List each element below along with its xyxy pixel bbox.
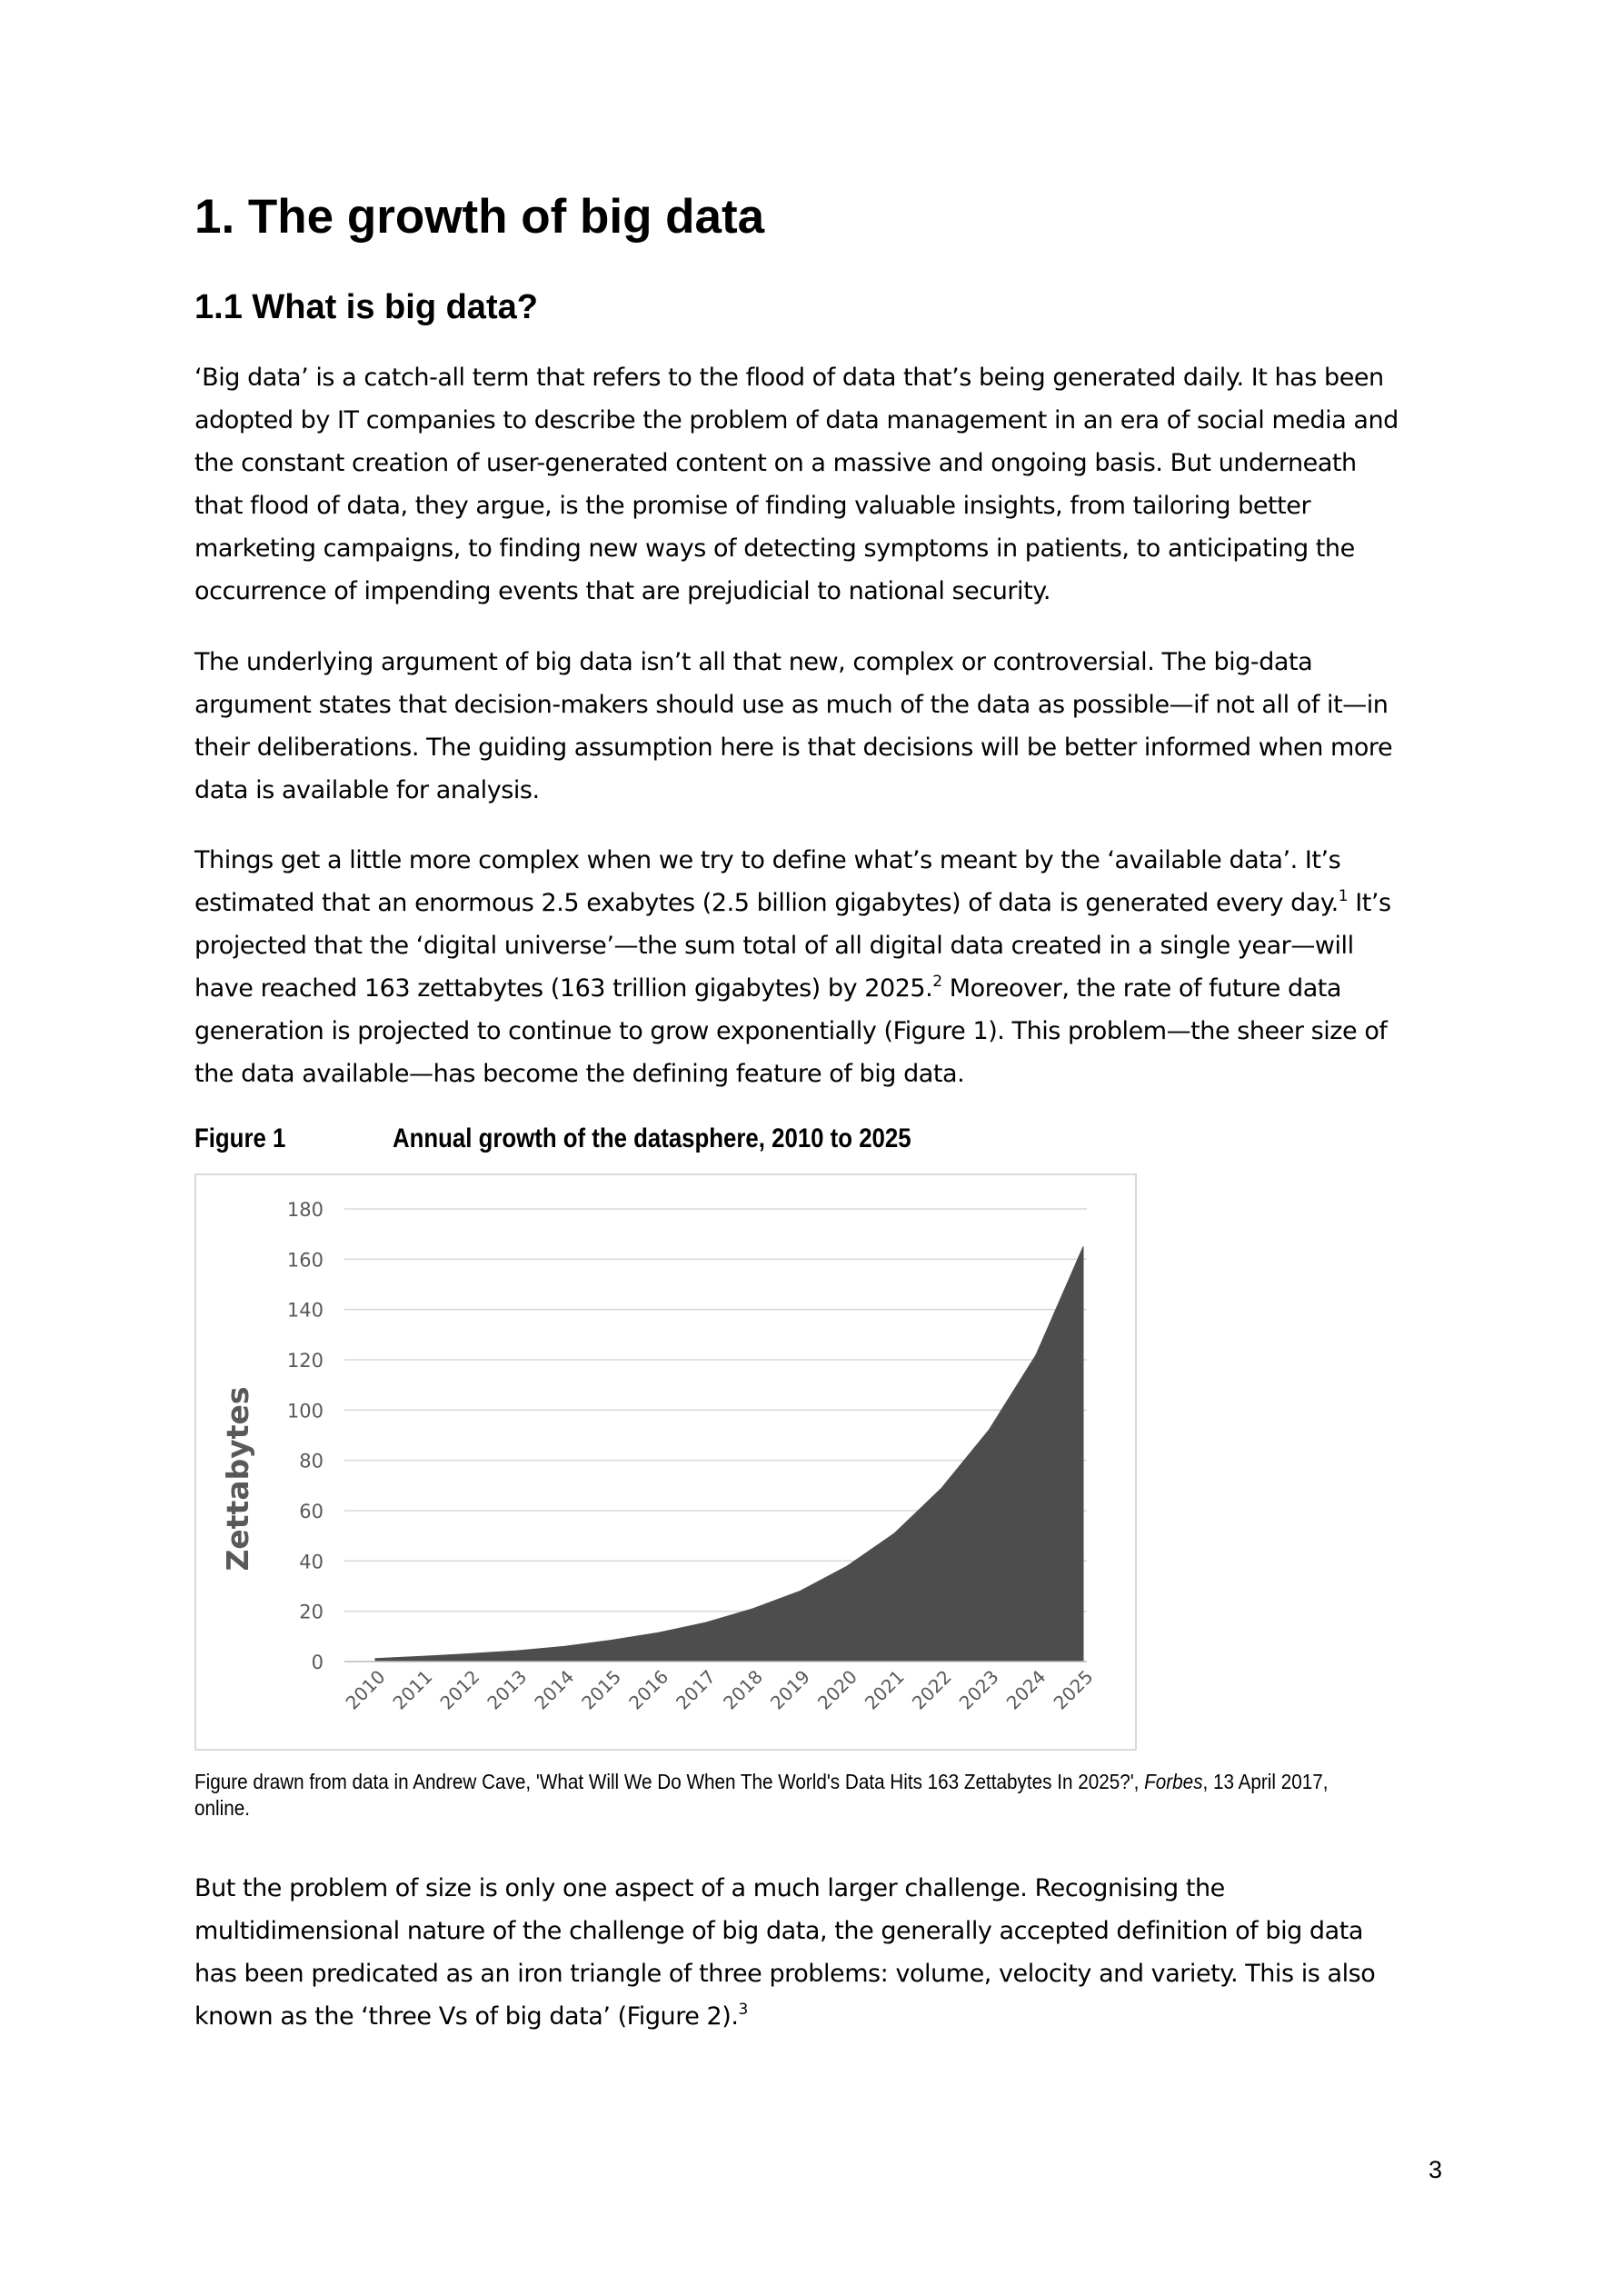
paragraph-line: has been predicated as an iron triangle of three problems: volume, velocity and variety. This is also	[194, 1960, 1376, 1988]
paragraph-line: adopted by IT companies to describe the problem of data management in an era of social media and	[194, 406, 1399, 434]
paragraph-text: have reached 163 zettabytes (163 trillion gigabytes) by 2025.	[194, 974, 933, 1003]
source-line	[194, 1769, 1329, 1795]
paragraph-line: the constant creation of user-generated content on a massive and ongoing basis. But underneath	[194, 449, 1357, 477]
paragraph-line: occurrence of impending events that are prejudicial to national security.	[194, 577, 1051, 605]
y-tick-label: 140	[286, 1299, 324, 1322]
paragraph-text: Moreover, the rate of future data	[941, 974, 1342, 1003]
y-tick-label: 180	[286, 1199, 324, 1221]
x-tick-label: 2018	[719, 1665, 768, 1714]
x-tick-label: 2023	[954, 1665, 1003, 1714]
paragraph-line	[194, 1995, 1458, 2038]
paragraph-line: projected that the ‘digital universe’—the sum total of all digital data created in a single year—will	[194, 932, 1354, 960]
x-tick-label: 2019	[765, 1665, 814, 1714]
y-axis-title: Zettabytes	[220, 1386, 255, 1572]
paragraph-line	[194, 967, 1458, 1010]
x-tick-label: 2010	[341, 1665, 390, 1714]
paragraph-line: argument states that decision-makers should use as much of the data as possible—if not all of it—in	[194, 691, 1389, 719]
paragraph-line: The underlying argument of big data isn’t all that new, complex or controversial. The big-data	[194, 648, 1313, 676]
y-tick-label: 80	[299, 1450, 324, 1472]
paragraph-line: multidimensional nature of the challenge of big data, the generally accepted definition of big data	[194, 1917, 1363, 1945]
x-tick-label: 2016	[624, 1665, 673, 1714]
paragraph-line: ‘Big data’ is a catch-all term that refers to the flood of data that’s being generated daily. It has been	[194, 364, 1384, 392]
footnote-marker[interactable]: 3	[738, 2001, 748, 2019]
footnote-marker[interactable]: 1	[1338, 887, 1349, 905]
y-tick-label: 100	[286, 1400, 324, 1423]
y-tick-label: 60	[299, 1501, 324, 1522]
paragraph-line: But the problem of size is only one aspect of a much larger challenge. Recognising the	[194, 1874, 1225, 1902]
y-tick-label: 40	[299, 1551, 324, 1573]
figure-source-note	[194, 1769, 1467, 1822]
paragraph-line: marketing campaigns, to finding new ways of detecting symptoms in patients, to anticipating the	[194, 534, 1355, 563]
paragraph-line: that flood of data, they argue, is the promise of finding valuable insights, from tailoring better	[194, 492, 1311, 520]
x-tick-label: 2020	[812, 1665, 861, 1714]
paragraph-line: Things get a little more complex when we try to define what’s meant by the ‘available data’. It’s	[194, 846, 1341, 874]
x-tick-label: 2015	[577, 1665, 626, 1714]
paragraph-line: data is available for analysis.	[194, 776, 540, 804]
x-tick-label: 2011	[388, 1665, 437, 1714]
section-heading: 1. The growth of big data	[194, 190, 765, 244]
source-text: , 13 April 2017,	[1202, 1770, 1329, 1793]
chart-frame	[194, 1173, 1137, 1751]
area-chart	[196, 1175, 1135, 1749]
paragraph-line: the data available—has become the defining feature of big data.	[194, 1060, 965, 1088]
y-tick-label: 0	[311, 1652, 324, 1673]
paragraph-4	[194, 1867, 1458, 2038]
paragraph-text: It’s	[1348, 889, 1391, 917]
x-tick-label: 2021	[860, 1665, 909, 1714]
source-publication: Forbes	[1144, 1770, 1203, 1793]
source-text: Figure drawn from data in Andrew Cave, 'What Will We Do When The World's Data Hits 163 Zettabytes In 2025?',	[194, 1770, 1145, 1793]
page-number: 3	[1429, 2156, 1443, 2183]
figure-title: Annual growth of the datasphere, 2010 to 2025	[393, 1123, 911, 1153]
x-tick-label: 2025	[1049, 1665, 1098, 1714]
paragraph-line: their deliberations. The guiding assumption here is that decisions will be better informed when more	[194, 734, 1393, 762]
subsection-heading: 1.1 What is big data?	[194, 288, 538, 326]
x-tick-label: 2012	[435, 1665, 484, 1714]
footnote-marker[interactable]: 2	[932, 973, 942, 991]
paragraph-2	[194, 641, 1458, 812]
paragraph-line: generation is projected to continue to grow exponentially (Figure 1). This problem—the sheer size of	[194, 1017, 1388, 1045]
x-tick-label: 2013	[483, 1665, 532, 1714]
source-line: online.	[194, 1796, 250, 1820]
paragraph-1	[194, 356, 1458, 613]
x-tick-label: 2017	[672, 1665, 721, 1714]
y-tick-label: 20	[299, 1601, 324, 1623]
figure-number: Figure 1	[194, 1123, 286, 1153]
paragraph-line	[194, 882, 1458, 924]
y-tick-label: 160	[286, 1249, 324, 1272]
x-tick-label: 2022	[907, 1665, 956, 1714]
x-tick-label: 2024	[1001, 1665, 1050, 1714]
paragraph-text: known as the ‘three Vs of big data’ (Figure 2).	[194, 2002, 739, 2031]
paragraph-text: estimated that an enormous 2.5 exabytes (2.5 billion gigabytes) of data is generated every day.	[194, 889, 1339, 917]
paragraph-3	[194, 839, 1458, 1095]
y-tick-label: 120	[286, 1350, 324, 1372]
x-tick-label: 2014	[530, 1665, 579, 1714]
